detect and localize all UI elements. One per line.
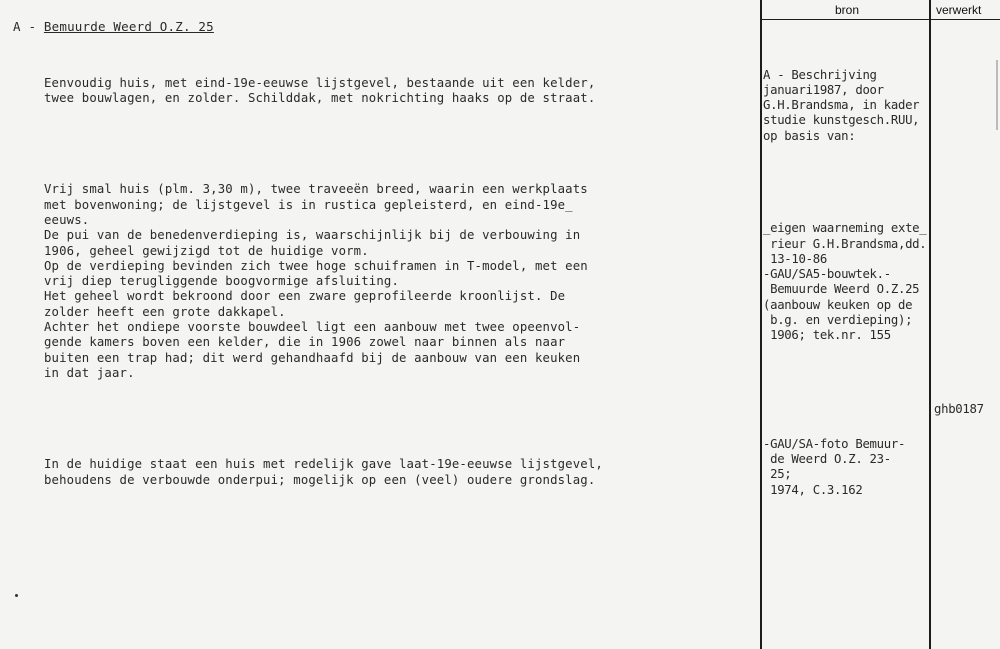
description-paragraph-2: Vrij smal huis (plm. 3,30 m), twee traveeën breed, waarin een werkplaats met bovenwoning; de lijstgevel is in rustica gepleisterd, en eind-19e_ eeuws. De pui van de benedenverdieping is, waarschijnlijk bij de verbouwing in 1906, geheel gewijzigd tot de huidige vorm. Op de verdieping bevinden zich twee hoge schuiframen in T-model, met een vrij diep terugliggende boogvormige afsluiting. Het geheel wordt bekroond door een zware geprofileerde kroonlijst. De zolder heeft een grote dakkapel. Achter het ondiepe voorste bouwdeel ligt een aanbouw met twee opeenvol- gende kamers boven een kelder, die in 1906 zowel naar binnen als naar buiten een trap had; dit werd gehandhaafd bij de aanbouw van een keuken in dat jaar. bbox=[44, 182, 588, 380]
scan-edge-mark bbox=[996, 60, 998, 130]
description-text bbox=[44, 45, 744, 519]
header-rule bbox=[760, 19, 1000, 20]
verwerkt-code: ghb0187 bbox=[934, 402, 984, 416]
punch-dot bbox=[15, 594, 18, 597]
source-block-observation-drawings: _eigen waarneming exte_ rieur G.H.Brandsma,dd. 13-10-86 -GAU/SA5-bouwtek.- Bemuurde Weerd O.Z.25 (aanbouw keuken op de b.g. en verdieping); 1906; tek.nr. 155 bbox=[763, 221, 927, 343]
source-block-photo: -GAU/SA-foto Bemuur- de Weerd O.Z. 23- 25; 1974, C.3.162 bbox=[763, 436, 906, 497]
verwerkt-column-header: verwerkt bbox=[936, 3, 982, 17]
description-paragraph-3: In de huidige staat een huis met redelijk gave laat-19e-eeuwse lijstgevel, behoudens de verbouwde onderpui; mogelijk op een (veel) oudere grondslag. bbox=[44, 457, 603, 487]
source-block-description: A - Beschrijving januari1987, door G.H.Brandsma, in kader studie kunstgesch.RUU, op basis van: bbox=[763, 67, 920, 143]
bron-column-divider bbox=[760, 0, 762, 649]
verwerkt-column-divider bbox=[929, 0, 931, 649]
record-title bbox=[13, 19, 214, 34]
title-address: Bemuurde Weerd O.Z. 25 bbox=[43, 19, 214, 34]
title-prefix: A - bbox=[13, 19, 44, 34]
sources-text bbox=[763, 37, 929, 529]
bron-column-header: bron bbox=[835, 3, 860, 17]
description-paragraph-1: Eenvoudig huis, met eind-19e-eeuwse lijstgevel, bestaande uit een kelder, twee bouwlagen, en zolder. Schilddak, met nokrichting haaks op de straat. bbox=[44, 75, 596, 105]
